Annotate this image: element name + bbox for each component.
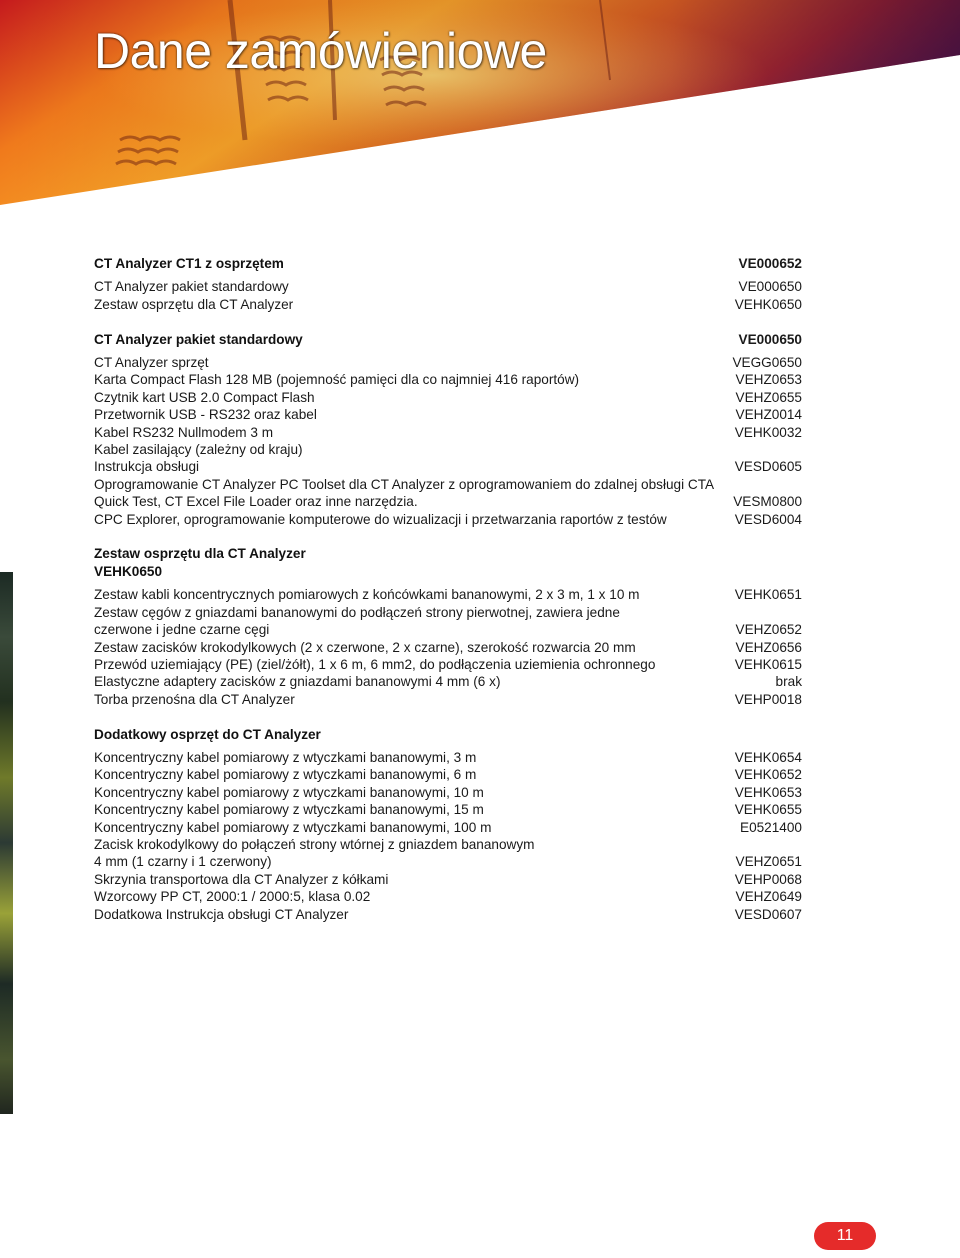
section-header	[94, 331, 802, 348]
item-code: VEHK0651	[734, 587, 802, 603]
item-code: VEHK0650	[734, 296, 802, 312]
item-code: VEHK0654	[734, 749, 802, 765]
section-code: VE000652	[738, 256, 802, 271]
item-description: CPC Explorer, oprogramowanie komputerowe do wizualizacji i przetwarzania raportów z testów	[94, 511, 667, 527]
item-code: VE000650	[738, 279, 802, 295]
item-row	[94, 691, 802, 708]
section-title: CT Analyzer CT1 z osprzętem	[94, 256, 284, 271]
item-row	[94, 511, 802, 528]
section-title: CT Analyzer pakiet standardowy	[94, 331, 303, 347]
section-code: VE000650	[738, 331, 802, 347]
item-description: Koncentryczny kabel pomiarowy z wtyczkami bananowymi, 6 m	[94, 767, 477, 783]
item-description: Kabel zasilający (zależny od kraju)	[94, 442, 303, 458]
item-description: Przewód uziemiający (PE) (ziel/żółt), 1 x 6 m, 6 mm2, do podłączenia uziemienia ochronnego	[94, 656, 656, 672]
item-code: VEHK0652	[734, 767, 802, 783]
section-standard-package	[94, 331, 802, 528]
item-description: Koncentryczny kabel pomiarowy z wtyczkami bananowymi, 100 m	[94, 819, 492, 835]
item-code: VESM0800	[733, 494, 802, 510]
section-additional-accessories	[94, 726, 802, 923]
item-description: Karta Compact Flash 128 MB (pojemność pamięci dla co najmniej 416 raportów)	[94, 372, 580, 388]
item-code: VEHK0653	[734, 784, 802, 800]
item-description: Torba przenośna dla CT Analyzer	[94, 691, 295, 707]
item-row	[94, 296, 802, 313]
item-code: VEHK0615	[734, 656, 802, 672]
item-description: Dodatkowa Instrukcja obsługi CT Analyzer	[94, 906, 349, 922]
section-accessory-kit	[94, 545, 802, 708]
item-code: brak	[775, 674, 802, 690]
item-description: Oprogramowanie CT Analyzer PC Toolset dla CT Analyzer z oprogramowaniem do zdalnej obsługi CTA Quick Test, CT Excel File Loader oraz inne narzędzia.	[94, 476, 714, 510]
item-row	[94, 389, 802, 406]
item-description: Przetwornik USB - RS232 oraz kabel	[94, 407, 317, 423]
item-code: VEHZ0653	[735, 372, 802, 388]
item-code: VEHZ0014	[735, 407, 802, 423]
item-description: Instrukcja obsługi	[94, 459, 200, 475]
item-row	[94, 458, 802, 475]
item-description: Elastyczne adaptery zacisków z gniazdami bananowymi 4 mm (6 x)	[94, 674, 501, 690]
item-description: Wzorcowy PP CT, 2000:1 / 2000:5, klasa 0.02	[94, 889, 371, 905]
item-description: Zestaw cęgów z gniazdami bananowymi do podłączeń strony pierwotnej, zawiera jedne czerwone i jedne czarne cęgi	[94, 604, 620, 638]
left-edge-photo-strip	[0, 572, 13, 1114]
item-code: VESD0607	[734, 906, 802, 922]
item-code: VEHZ0651	[735, 854, 802, 870]
section-title: Zestaw osprzętu dla CT Analyzer	[94, 546, 306, 562]
item-row	[94, 766, 802, 783]
item-description: CT Analyzer sprzęt	[94, 355, 209, 371]
item-row	[94, 639, 802, 656]
item-description: Koncentryczny kabel pomiarowy z wtyczkami bananowymi, 3 m	[94, 749, 477, 765]
item-code: VEHZ0652	[735, 622, 802, 638]
item-description: Koncentryczny kabel pomiarowy z wtyczkami bananowymi, 15 m	[94, 802, 484, 818]
item-row	[94, 871, 802, 888]
item-row	[94, 801, 802, 818]
section-header	[94, 255, 802, 272]
item-row	[94, 673, 802, 690]
section-subtitle-code: VEHK0650	[94, 563, 163, 579]
item-row	[94, 476, 802, 511]
item-description: Zestaw kabli koncentrycznych pomiarowych z końcówkami bananowymi, 2 x 3 m, 1 x 10 m	[94, 587, 640, 603]
item-row	[94, 656, 802, 673]
item-row	[94, 784, 802, 801]
item-code: VEHP0018	[734, 691, 802, 707]
order-data-content	[94, 255, 802, 940]
item-row	[94, 836, 802, 871]
item-row	[94, 441, 802, 458]
item-code: E0521400	[740, 819, 802, 835]
item-code: VEGG0650	[732, 355, 802, 371]
item-row	[94, 406, 802, 423]
item-row	[94, 354, 802, 371]
item-row	[94, 278, 802, 295]
item-description: Zestaw zacisków krokodylkowych (2 x czerwone, 2 x czarne), szerokość rozwarcia 20 mm	[94, 639, 636, 655]
item-row	[94, 819, 802, 836]
item-description: Skrzynia transportowa dla CT Analyzer z kółkami	[94, 871, 389, 887]
item-code: VESD6004	[734, 511, 802, 527]
item-row	[94, 371, 802, 388]
item-code: VESD0605	[734, 459, 802, 475]
item-code: VEHK0655	[734, 802, 802, 818]
item-row	[94, 906, 802, 923]
page-number-badge: 11	[814, 1222, 876, 1250]
item-row	[94, 888, 802, 905]
item-code: VEHP0068	[734, 871, 802, 887]
section-title: Dodatkowy osprzęt do CT Analyzer	[94, 726, 321, 742]
item-row	[94, 424, 802, 441]
item-row	[94, 586, 802, 603]
item-description: Zacisk krokodylkowy do połączeń strony wtórnej z gniazdem bananowym 4 mm (1 czarny i 1 czerwony)	[94, 836, 535, 870]
item-code: VEHZ0656	[735, 639, 802, 655]
item-code: VEHZ0655	[735, 389, 802, 405]
item-description: Zestaw osprzętu dla CT Analyzer	[94, 296, 294, 312]
item-code: VEHZ0649	[735, 889, 802, 905]
item-description: Czytnik kart USB 2.0 Compact Flash	[94, 389, 315, 405]
item-row	[94, 604, 802, 639]
item-row	[94, 749, 802, 766]
item-description: Kabel RS232 Nullmodem 3 m	[94, 424, 274, 440]
item-code: VEHK0032	[734, 424, 802, 440]
section-ct-analyzer-ct1	[94, 255, 802, 313]
item-description: CT Analyzer pakiet standardowy	[94, 279, 289, 295]
page-title: Dane zamówieniowe	[94, 23, 547, 79]
item-description: Koncentryczny kabel pomiarowy z wtyczkami bananowymi, 10 m	[94, 784, 484, 800]
